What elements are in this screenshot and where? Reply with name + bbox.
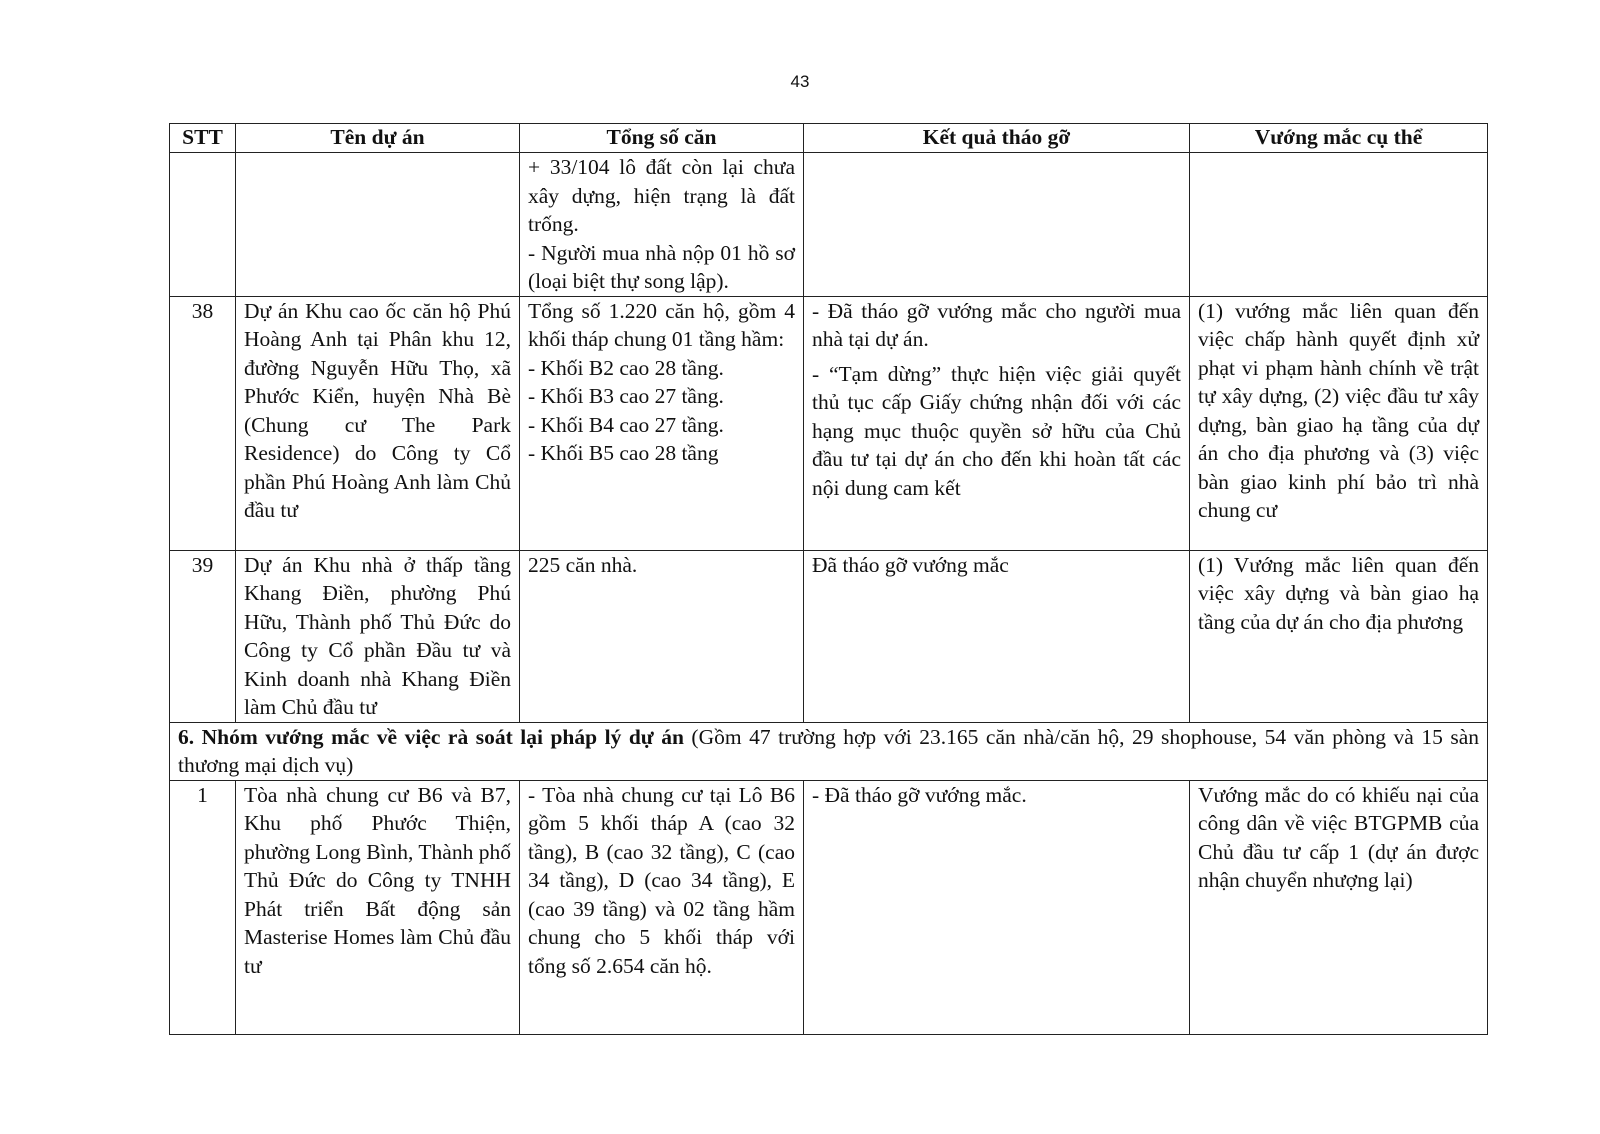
result-line: - Đã tháo gỡ vướng mắc cho người mua nhà tại dự án. [812, 298, 1181, 351]
row-stt: 38 [170, 296, 236, 550]
row-stt: 1 [170, 780, 236, 1034]
header-project-name: Tên dự án [236, 124, 520, 153]
row-result [804, 296, 1190, 550]
row-project-name: Dự án Khu nhà ở thấp tầng Khang Điền, phường Phú Hữu, Thành phố Thủ Đức do Công ty Cổ phần Đầu tư và Kinh doanh nhà Khang Điền làm Chủ đầu tư [236, 550, 520, 722]
row-project-name [236, 153, 520, 297]
section-heading [170, 722, 1488, 780]
result-line: Đã tháo gỡ vướng mắc [812, 552, 1009, 577]
row-issue: (1) Vướng mắc liên quan đến việc xây dựng và bàn giao hạ tầng của dự án cho địa phương [1190, 550, 1488, 722]
table-row [170, 296, 1488, 550]
row-result [804, 153, 1190, 297]
row-project-name: Dự án Khu cao ốc căn hộ Phú Hoàng Anh tại Phân khu 12, đường Nguyễn Hữu Thọ, xã Phước Kiển, huyện Nhà Bè (Chung cư The Park Residence) do Công ty Cổ phần Phú Hoàng Anh làm Chủ đầu tư [236, 296, 520, 550]
row-total-units [520, 296, 804, 550]
table-row [170, 550, 1488, 722]
total-line: - Khối B3 cao 27 tầng. [528, 384, 724, 408]
total-line: - Khối B2 cao 28 tầng. [528, 355, 724, 380]
row-issue [1190, 153, 1488, 297]
row-total-units [520, 153, 804, 297]
total-line: - Khối B5 cao 28 tầng [528, 441, 719, 465]
row-issue: Vướng mắc do có khiếu nại của công dân về việc BTGPMB của Chủ đầu tư cấp 1 (dự án được nhận chuyển nhượng lại) [1190, 780, 1488, 1034]
page-number: 43 [790, 72, 810, 91]
result-line: - “Tạm dừng” thực hiện việc giải quyết thủ tục cấp Giấy chứng nhận đối với các hạng mục thuộc quyền sở hữu của Chủ đầu tư tại dự án cho đến khi hoàn tất các nội dung cam kết [812, 361, 1181, 500]
table-row [170, 780, 1488, 1034]
header-total-units: Tổng số căn [520, 124, 804, 153]
row-stt [170, 153, 236, 297]
row-total-units [520, 550, 804, 722]
row-issue: (1) vướng mắc liên quan đến việc chấp hành quyết định xử phạt vi phạm hành chính về trật tự xây dựng, (2) việc đầu tư xây dựng, bàn giao hạ tầng của dự án cho địa phương và (3) việc bàn giao kinh phí bảo trì nhà chung cư [1190, 296, 1488, 550]
row-result [804, 550, 1190, 722]
header-issue: Vướng mắc cụ thể [1190, 124, 1488, 153]
row-stt: 39 [170, 550, 236, 722]
section-description: (Gồm 47 trường hợp với 23.165 căn nhà/căn hộ, 29 shophouse, 54 văn phòng và 15 sàn thương mại dịch vụ) [178, 724, 1479, 777]
total-line: - Khối B4 cao 27 tầng. [528, 412, 724, 437]
header-stt: STT [170, 124, 236, 153]
row-result: - Đã tháo gỡ vướng mắc. [804, 780, 1190, 1034]
row-total-units: - Tòa nhà chung cư tại Lô B6 gồm 5 khối tháp A (cao 32 tầng), B (cao 32 tầng), C (cao 34 tầng), D (cao 34 tầng), E (cao 39 tầng) và 02 tầng hầm chung cho 5 khối tháp với tổng số 2.654 căn hộ. [520, 780, 804, 1034]
header-result: Kết quả tháo gỡ [804, 124, 1190, 153]
total-line: 225 căn nhà. [528, 552, 638, 577]
table-row [170, 153, 1488, 297]
table-header-row [170, 124, 1488, 153]
section-title: 6. Nhóm vướng mắc về việc rà soát lại pháp lý dự án [178, 724, 684, 749]
total-line: - Người mua nhà nộp 01 hồ sơ (loại biệt thự song lập). [528, 240, 795, 293]
section-heading-row [170, 722, 1488, 780]
total-line: Tổng số 1.220 căn hộ, gồm 4 khối tháp chung 01 tầng hầm: [528, 298, 795, 351]
projects-table [169, 123, 1488, 1035]
total-line: + 33/104 lô đất còn lại chưa xây dựng, hiện trạng là đất trống. [528, 155, 795, 236]
row-project-name: Tòa nhà chung cư B6 và B7, Khu phố Phước Thiện, phường Long Bình, Thành phố Thủ Đức do Công ty TNHH Phát triển Bất động sản Masterise Homes làm Chủ đầu tư [236, 780, 520, 1034]
